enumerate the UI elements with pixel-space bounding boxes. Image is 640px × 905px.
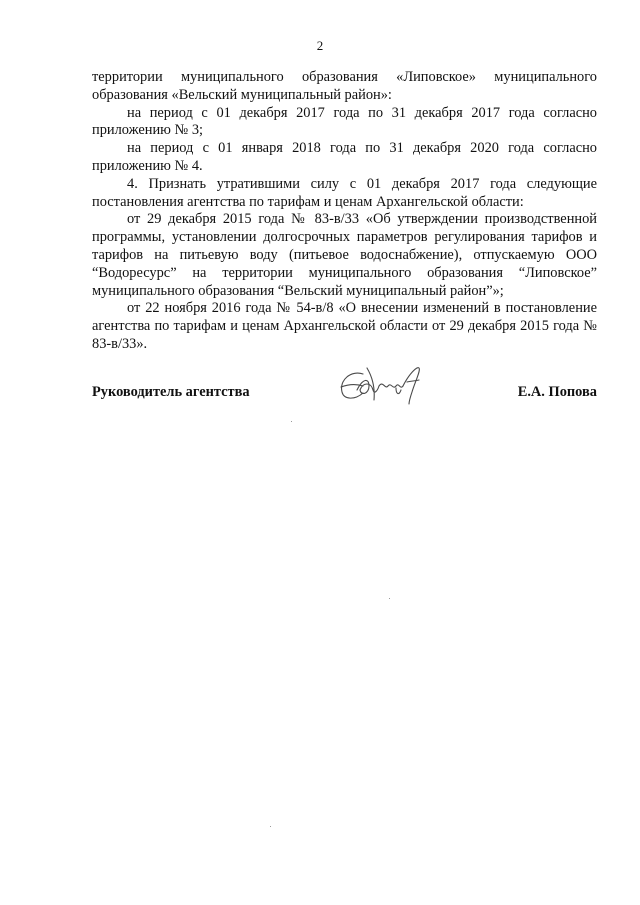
document-body: [92, 69, 597, 354]
paragraph-resolution-83: от 29 декабря 2015 года № 83-в/33 «Об утверждении производственной программы, установлении долгосрочных параметров регулирования тарифов и тарифов на питьевую воду (питьевое водоснабжение), отпускаемую ООО “Водоресурс” на территории муниципального образования “Липовское” муниципального образования “Вельский муниципальный район”»;: [92, 211, 597, 299]
scan-speck: [291, 421, 292, 422]
scan-speck: [389, 598, 390, 599]
paragraph-resolution-54: от 22 ноября 2016 года № 54-в/8 «О внесении изменений в постановление агентства по тарифам и ценам Архангельской области от 29 декабря 2015 года № 83-в/33».: [92, 300, 597, 352]
signatory-name: Е.А. Попова: [517, 384, 597, 400]
signatory-title: Руководитель агентства: [92, 384, 250, 400]
paragraph-period-2017: на период с 01 декабря 2017 года по 31 декабря 2017 года согласно приложению № 3;: [92, 104, 597, 139]
handwritten-signature: [333, 360, 425, 406]
paragraph-territory: территории муниципального образования «Липовское» муниципального образования «Вельский муниципальный район»:: [92, 69, 597, 103]
paragraph-item-4: 4. Признать утратившими силу с 01 декабря 2017 года следующие постановления агентства по тарифам и ценам Архангельской области:: [92, 175, 597, 210]
page-number: 2: [316, 38, 324, 53]
signature-block: [92, 384, 597, 408]
scan-speck: [270, 826, 271, 827]
paragraph-period-2018-2020: на период с 01 января 2018 года по 31 декабря 2020 года согласно приложению № 4.: [92, 140, 597, 174]
